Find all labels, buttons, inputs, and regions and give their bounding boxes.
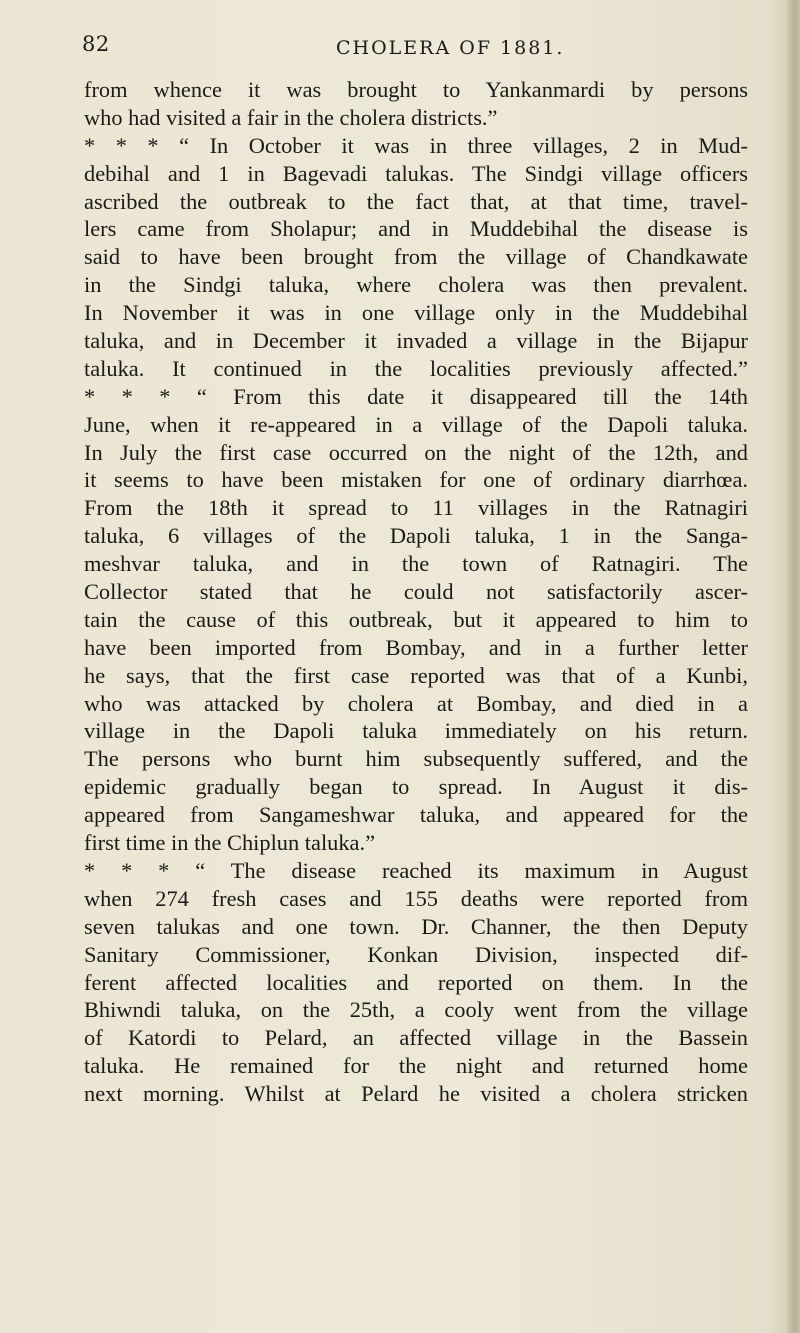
page-edge — [786, 0, 800, 1333]
text-line: From the 18th it spread to 11 villages in the Ratnagiri — [84, 495, 748, 521]
text-line: village in the Dapoli taluka immediately on his return. — [84, 718, 748, 744]
text-line: who was attacked by cholera at Bombay, and died in a — [84, 690, 748, 716]
text-line: first time in the Chiplun taluka.” — [84, 830, 376, 856]
body-text — [84, 76, 748, 1108]
text-line: In November it was in one village only in the Muddebihal — [84, 300, 748, 326]
text-line: next morning. Whilst at Pelard he visited a cholera stricken — [84, 1081, 748, 1107]
page-header — [0, 32, 800, 72]
text-line: ferent affected localities and reported on them. In the — [84, 969, 748, 995]
text-line: taluka. He remained for the night and returned home — [84, 1053, 748, 1079]
text-line: The persons who burnt him subsequently suffered, and the — [84, 746, 748, 772]
text-line: meshvar taluka, and in the town of Ratnagiri. The — [84, 551, 748, 577]
text-line: seven talukas and one town. Dr. Channer, the then Deputy — [84, 913, 748, 939]
text-line: epidemic gradually began to spread. In August it dis- — [84, 774, 748, 800]
text-line: appeared from Sangameshwar taluka, and appeared for the — [84, 802, 748, 828]
text-line: debihal and 1 in Bagevadi talukas. The Sindgi village officers — [84, 160, 748, 186]
text-line: tain the cause of this outbreak, but it appeared to him to — [84, 606, 748, 632]
text-line: taluka. It continued in the localities previously affected.” — [84, 355, 748, 381]
text-line: he says, that the first case reported was that of a Kunbi, — [84, 662, 748, 688]
text-line: lers came from Sholapur; and in Muddebihal the disease is — [84, 216, 748, 242]
text-line: In July the first case occurred on the night of the 12th, and — [84, 439, 748, 465]
text-line: * * * “ From this date it disappeared till the 14th — [84, 383, 748, 409]
text-line: of Katordi to Pelard, an affected village in the Bassein — [84, 1025, 748, 1051]
running-title: CHOLERA OF 1881. — [336, 37, 565, 59]
text-line: from whence it was brought to Yankanmardi by persons — [84, 77, 748, 102]
text-line: have been imported from Bombay, and in a further letter — [84, 634, 748, 660]
text-line: Collector stated that he could not satisfactorily ascer- — [84, 579, 748, 605]
page-number: 82 — [82, 32, 110, 56]
text-line: Bhiwndi taluka, on the 25th, a cooly went from the village — [84, 997, 748, 1023]
text-line: taluka, and in December it invaded a village in the Bijapur — [84, 328, 748, 354]
text-line: * * * “ The disease reached its maximum in August — [84, 857, 748, 883]
text-line: * * * “ In October it was in three villages, 2 in Mud- — [84, 132, 748, 158]
text-line: ascribed the outbreak to the fact that, at that time, travel- — [84, 188, 748, 214]
text-line: in the Sindgi taluka, where cholera was then prevalent. — [84, 272, 748, 298]
text-line: it seems to have been mistaken for one of ordinary diarrhœa. — [84, 467, 748, 493]
text-line: who had visited a fair in the cholera districts.” — [84, 104, 498, 130]
text-line: said to have been brought from the village of Chandkawate — [84, 244, 748, 270]
text-line: June, when it re-appeared in a village of the Dapoli taluka. — [84, 411, 748, 437]
text-line: taluka, 6 villages of the Dapoli taluka, 1 in the Sanga- — [84, 523, 748, 549]
text-line: when 274 fresh cases and 155 deaths were reported from — [84, 885, 748, 911]
text-line: Sanitary Commissioner, Konkan Division, inspected dif- — [84, 941, 748, 967]
